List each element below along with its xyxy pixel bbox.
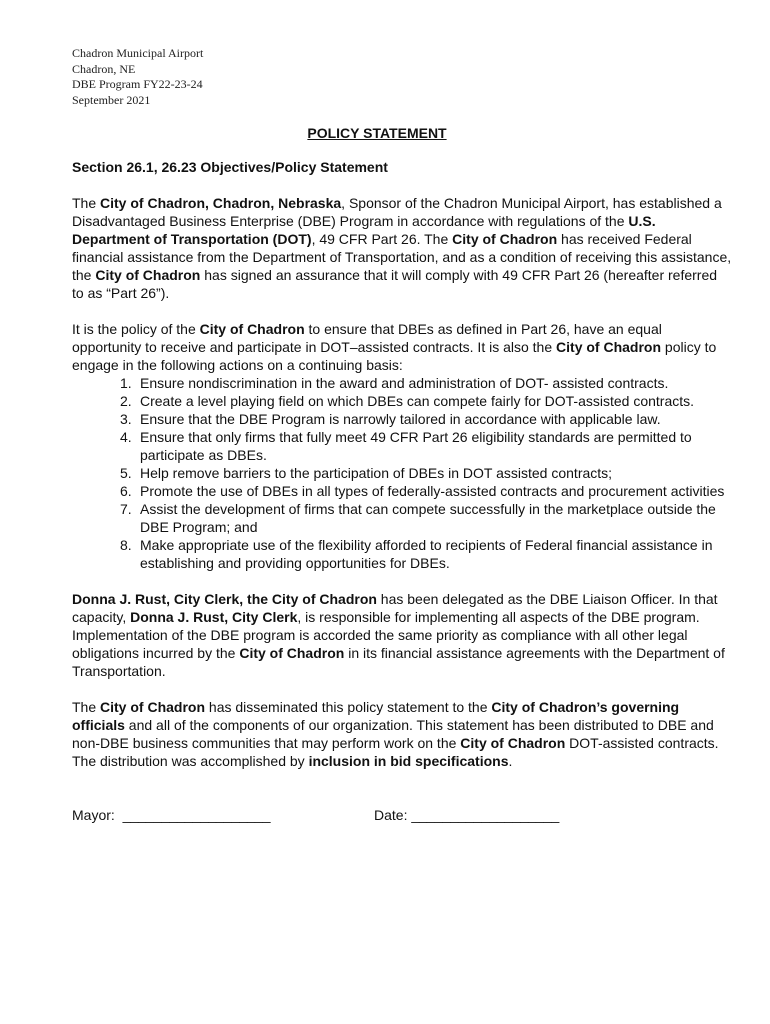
policy-actions-list <box>72 374 732 572</box>
bold-run: City of Chadron <box>100 699 206 715</box>
list-item-text: Ensure that the DBE Program is narrowly tailored in accordance with applicable law. <box>140 411 661 427</box>
list-item-number: 7. <box>120 501 132 517</box>
list-item-text: Ensure that only firms that fully meet 49 CFR Part 26 eligibility standards are permitted to participate as DBEs. <box>140 429 692 463</box>
signature-row <box>72 806 732 824</box>
text-run: . <box>508 753 513 769</box>
text-run: DOT-assisted contracts. The distribution was accomplished by <box>72 735 719 769</box>
section-heading: Section 26.1, 26.23 Objectives/Policy Statement <box>72 159 388 175</box>
text-run: has been delegated as the DBE Liaison Officer. In that capacity, <box>72 591 718 625</box>
text-run: policy to engage in the following actions on a continuing basis: <box>72 339 717 373</box>
text-run: It is the policy of the <box>72 321 200 337</box>
list-item-text: Make appropriate use of the flexibility afforded to recipients of Federal financial assistance in establishing and providing opportunities for DBEs. <box>140 537 713 571</box>
list-item <box>72 410 732 428</box>
list-item <box>72 464 732 482</box>
paragraph-dissemination <box>72 698 732 770</box>
document-body <box>72 124 732 824</box>
text-run: to ensure that DBEs as defined in Part 26, have an equal opportunity to receive and participate in DOT–assisted contracts. It is also the <box>72 321 662 355</box>
list-item-number: 6. <box>120 483 132 499</box>
list-item <box>72 392 732 410</box>
list-item-text: Promote the use of DBEs in all types of federally-assisted contracts and procurement activities <box>140 483 725 499</box>
mayor-label: Mayor: <box>72 807 115 823</box>
bold-run: U.S. Department of Transportation (DOT) <box>72 213 656 247</box>
mayor-signature-field <box>72 806 271 824</box>
text-run: has disseminated this policy statement to the <box>205 699 492 715</box>
bold-run: City of Chadron <box>452 231 558 247</box>
list-item <box>72 500 732 536</box>
bold-run: inclusion in bid specifications <box>308 753 509 769</box>
list-item-text: Create a level playing field on which DBEs can compete fairly for DOT-assisted contracts. <box>140 393 695 409</box>
header-line-date: September 2021 <box>72 92 151 107</box>
bold-run: City of Chadron <box>556 339 662 355</box>
list-item <box>72 482 732 500</box>
list-item-text: Ensure nondiscrimination in the award and administration of DOT- assisted contracts. <box>140 375 669 391</box>
text-run: , is responsible for implementing all aspects of the DBE program. Implementation of the DBE program is accorded the same priority as compliance with all other legal obligations incurred by the <box>72 609 700 661</box>
text-run: has received Federal financial assistance from the Department of Transportation, and as a condition of receiving this assistance, the <box>72 231 732 283</box>
list-item-text: Help remove barriers to the participation of DBEs in DOT assisted contracts; <box>140 465 613 481</box>
page-title: POLICY STATEMENT <box>307 125 447 141</box>
list-item-number: 4. <box>120 429 132 445</box>
text-run: The <box>72 699 101 715</box>
list-item-number: 8. <box>120 537 132 553</box>
text-run: , 49 CFR Part 26. The <box>311 231 453 247</box>
bold-run: Donna J. Rust, City Clerk, the City of Chadron <box>72 591 377 607</box>
list-item-text: Assist the development of firms that can compete successfully in the marketplace outside the DBE Program; and <box>140 501 716 535</box>
date-line: ___________________ <box>411 807 560 823</box>
paragraph-sponsor <box>72 194 732 302</box>
bold-run: City of Chadron’s governing officials <box>72 699 680 733</box>
paragraph-liaison-officer <box>72 590 732 680</box>
paragraph-policy <box>72 320 732 374</box>
list-item-number: 1. <box>120 375 132 391</box>
bold-run: City of Chadron <box>239 645 345 661</box>
bold-run: Donna J. Rust, City Clerk <box>130 609 298 625</box>
text-run: in its financial assistance agreements with the Department of Transportation. <box>72 645 725 679</box>
document-header <box>72 46 203 108</box>
date-field <box>374 806 559 824</box>
list-item-number: 5. <box>120 465 132 481</box>
mayor-signature-line: ___________________ <box>122 807 271 823</box>
bold-run: City of Chadron, Chadron, Nebraska <box>100 195 342 211</box>
header-line-airport: Chadron Municipal Airport <box>72 46 204 60</box>
bold-run: City of Chadron <box>95 267 201 283</box>
date-label: Date: <box>374 807 408 823</box>
text-run: has signed an assurance that it will comply with 49 CFR Part 26 (hereafter referred to as “Part 26”). <box>72 267 718 301</box>
list-item <box>72 428 732 464</box>
header-line-location: Chadron, NE <box>72 61 136 76</box>
bold-run: City of Chadron <box>199 321 305 337</box>
text-run: and all of the components of our organization. This statement has been distributed to DBE and non-DBE business communities that may perform work on the <box>72 717 714 751</box>
text-run: The <box>72 195 101 211</box>
list-item <box>72 374 732 392</box>
text-run: , Sponsor of the Chadron Municipal Airport, has established a Disadvantaged Business Enterprise (DBE) Program in accordance with regulations of the <box>72 195 722 229</box>
list-item-number: 2. <box>120 393 132 409</box>
list-item-number: 3. <box>120 411 132 427</box>
list-item <box>72 536 732 572</box>
header-line-program: DBE Program FY22-23-24 <box>72 77 203 91</box>
bold-run: City of Chadron <box>460 735 566 751</box>
